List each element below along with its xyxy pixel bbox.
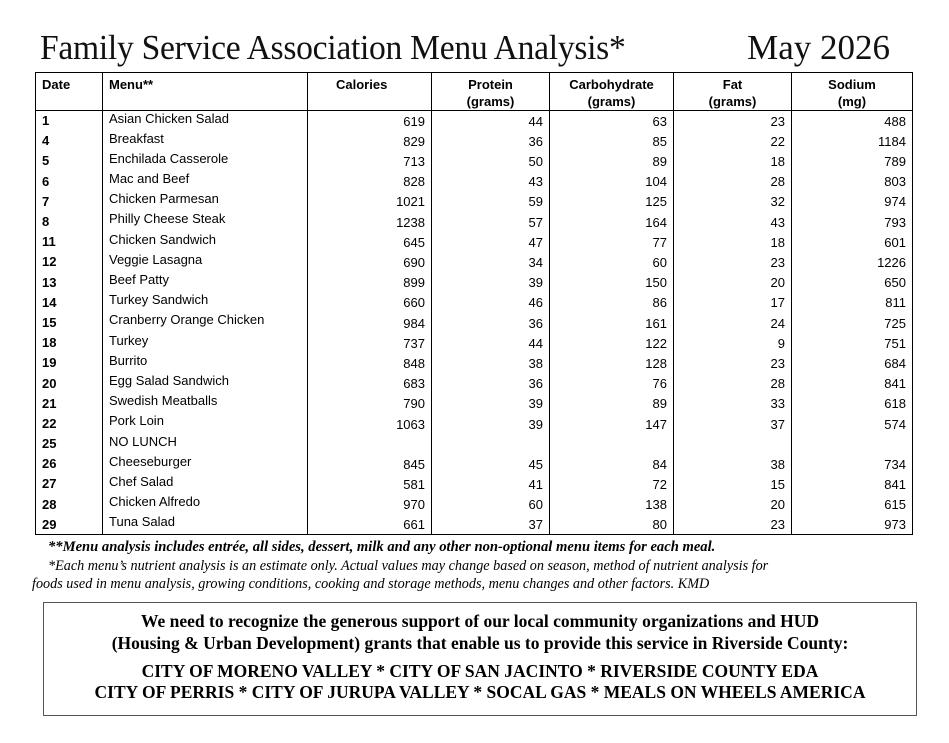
footnote-estimate-continued: foods used in menu analysis, growing conditions, cooking and storage methods, menu changes and other factors. KMD bbox=[32, 576, 710, 592]
cell-date: 8 bbox=[36, 211, 103, 231]
footnotes bbox=[32, 538, 912, 594]
cell-menu-item: Breakfast bbox=[103, 131, 308, 151]
table-row bbox=[36, 272, 913, 292]
table-row bbox=[36, 131, 913, 151]
cell-fat: 18 bbox=[674, 232, 792, 252]
table-row bbox=[36, 494, 913, 514]
column-header-menu: Menu** bbox=[103, 73, 308, 111]
cell-calories: 790 bbox=[308, 393, 432, 413]
cell-date: 18 bbox=[36, 333, 103, 353]
cell-menu-item: Chef Salad bbox=[103, 474, 308, 494]
cell-menu-item: Chicken Sandwich bbox=[103, 232, 308, 252]
cell-carbohydrate: 63 bbox=[550, 111, 674, 131]
cell-calories: 713 bbox=[308, 151, 432, 171]
cell-carbohydrate: 80 bbox=[550, 514, 674, 534]
footnote-estimate: *Each menu’s nutrient analysis is an estimate only. Actual values may change based on season, method of nutrient analysis for bbox=[48, 557, 769, 574]
cell-fat: 28 bbox=[674, 373, 792, 393]
cell-sodium bbox=[792, 434, 913, 454]
cell-fat: 17 bbox=[674, 292, 792, 312]
cell-calories: 828 bbox=[308, 171, 432, 191]
column-header-sodium: Sodium (mg) bbox=[792, 73, 913, 111]
acknowledgement-line-2: (Housing & Urban Development) grants that enable us to provide this service in Riverside County: bbox=[111, 633, 849, 653]
cell-carbohydrate: 161 bbox=[550, 312, 674, 332]
cell-sodium: 974 bbox=[792, 191, 913, 211]
cell-calories: 660 bbox=[308, 292, 432, 312]
cell-sodium: 973 bbox=[792, 514, 913, 534]
cell-fat: 20 bbox=[674, 494, 792, 514]
table-row bbox=[36, 171, 913, 191]
cell-carbohydrate: 89 bbox=[550, 393, 674, 413]
cell-fat: 43 bbox=[674, 211, 792, 231]
cell-sodium: 789 bbox=[792, 151, 913, 171]
cell-date: 12 bbox=[36, 252, 103, 272]
cell-fat: 38 bbox=[674, 454, 792, 474]
cell-fat: 23 bbox=[674, 252, 792, 272]
cell-fat: 22 bbox=[674, 131, 792, 151]
table-row bbox=[36, 312, 913, 332]
cell-carbohydrate: 138 bbox=[550, 494, 674, 514]
cell-carbohydrate: 84 bbox=[550, 454, 674, 474]
table-row bbox=[36, 514, 913, 534]
cell-date: 4 bbox=[36, 131, 103, 151]
table-row bbox=[36, 111, 913, 131]
cell-calories: 683 bbox=[308, 373, 432, 393]
cell-date: 6 bbox=[36, 171, 103, 191]
cell-fat bbox=[674, 434, 792, 454]
cell-carbohydrate: 76 bbox=[550, 373, 674, 393]
cell-carbohydrate: 125 bbox=[550, 191, 674, 211]
table-row bbox=[36, 454, 913, 474]
cell-carbohydrate: 104 bbox=[550, 171, 674, 191]
cell-carbohydrate: 85 bbox=[550, 131, 674, 151]
cell-menu-item: NO LUNCH bbox=[103, 434, 308, 454]
cell-date: 27 bbox=[36, 474, 103, 494]
cell-fat: 18 bbox=[674, 151, 792, 171]
cell-sodium: 793 bbox=[792, 211, 913, 231]
cell-date: 20 bbox=[36, 373, 103, 393]
cell-calories: 1063 bbox=[308, 413, 432, 433]
cell-protein: 44 bbox=[432, 111, 550, 131]
cell-carbohydrate: 147 bbox=[550, 413, 674, 433]
cell-protein: 37 bbox=[432, 514, 550, 534]
cell-calories: 845 bbox=[308, 454, 432, 474]
cell-sodium: 803 bbox=[792, 171, 913, 191]
cell-sodium: 615 bbox=[792, 494, 913, 514]
cell-menu-item: Burrito bbox=[103, 353, 308, 373]
table-row bbox=[36, 434, 913, 454]
cell-calories: 619 bbox=[308, 111, 432, 131]
table-row bbox=[36, 211, 913, 231]
cell-menu-item: Turkey Sandwich bbox=[103, 292, 308, 312]
cell-carbohydrate: 86 bbox=[550, 292, 674, 312]
cell-calories: 829 bbox=[308, 131, 432, 151]
cell-sodium: 601 bbox=[792, 232, 913, 252]
cell-sodium: 811 bbox=[792, 292, 913, 312]
cell-fat: 9 bbox=[674, 333, 792, 353]
cell-sodium: 574 bbox=[792, 413, 913, 433]
column-header-protein: Protein (grams) bbox=[432, 73, 550, 111]
cell-sodium: 650 bbox=[792, 272, 913, 292]
cell-menu-item: Philly Cheese Steak bbox=[103, 211, 308, 231]
cell-protein: 39 bbox=[432, 413, 550, 433]
cell-protein: 45 bbox=[432, 454, 550, 474]
cell-date: 26 bbox=[36, 454, 103, 474]
cell-protein: 43 bbox=[432, 171, 550, 191]
table-row bbox=[36, 393, 913, 413]
cell-protein: 36 bbox=[432, 373, 550, 393]
cell-protein: 44 bbox=[432, 333, 550, 353]
cell-protein: 46 bbox=[432, 292, 550, 312]
cell-carbohydrate: 122 bbox=[550, 333, 674, 353]
cell-protein: 38 bbox=[432, 353, 550, 373]
cell-fat: 23 bbox=[674, 353, 792, 373]
cell-carbohydrate: 72 bbox=[550, 474, 674, 494]
cell-carbohydrate: 150 bbox=[550, 272, 674, 292]
cell-date: 14 bbox=[36, 292, 103, 312]
cell-menu-item: Egg Salad Sandwich bbox=[103, 373, 308, 393]
cell-protein bbox=[432, 434, 550, 454]
cell-menu-item: Veggie Lasagna bbox=[103, 252, 308, 272]
cell-date: 21 bbox=[36, 393, 103, 413]
cell-protein: 39 bbox=[432, 393, 550, 413]
cell-calories: 737 bbox=[308, 333, 432, 353]
cell-calories: 661 bbox=[308, 514, 432, 534]
cell-carbohydrate: 128 bbox=[550, 353, 674, 373]
cell-fat: 24 bbox=[674, 312, 792, 332]
column-header-fat: Fat (grams) bbox=[674, 73, 792, 111]
cell-carbohydrate: 89 bbox=[550, 151, 674, 171]
table-row bbox=[36, 151, 913, 171]
cell-menu-item: Asian Chicken Salad bbox=[103, 111, 308, 131]
sponsor-acknowledgement-box bbox=[43, 602, 917, 716]
cell-fat: 20 bbox=[674, 272, 792, 292]
cell-menu-item: Beef Patty bbox=[103, 272, 308, 292]
table-row bbox=[36, 252, 913, 272]
cell-protein: 41 bbox=[432, 474, 550, 494]
cell-date: 29 bbox=[36, 514, 103, 534]
cell-sodium: 725 bbox=[792, 312, 913, 332]
cell-sodium: 618 bbox=[792, 393, 913, 413]
cell-calories: 984 bbox=[308, 312, 432, 332]
column-header-calories: Calories bbox=[308, 73, 432, 111]
cell-menu-item: Chicken Parmesan bbox=[103, 191, 308, 211]
cell-protein: 59 bbox=[432, 191, 550, 211]
cell-menu-item: Mac and Beef bbox=[103, 171, 308, 191]
cell-calories: 690 bbox=[308, 252, 432, 272]
cell-carbohydrate bbox=[550, 434, 674, 454]
cell-protein: 34 bbox=[432, 252, 550, 272]
cell-menu-item: Enchilada Casserole bbox=[103, 151, 308, 171]
menu-analysis-table bbox=[35, 72, 913, 535]
cell-protein: 47 bbox=[432, 232, 550, 252]
table-row bbox=[36, 373, 913, 393]
cell-menu-item: Turkey bbox=[103, 333, 308, 353]
table-row bbox=[36, 191, 913, 211]
cell-menu-item: Swedish Meatballs bbox=[103, 393, 308, 413]
cell-menu-item: Cheeseburger bbox=[103, 454, 308, 474]
table-row bbox=[36, 292, 913, 312]
cell-protein: 36 bbox=[432, 131, 550, 151]
cell-menu-item: Pork Loin bbox=[103, 413, 308, 433]
cell-sodium: 488 bbox=[792, 111, 913, 131]
cell-protein: 36 bbox=[432, 312, 550, 332]
footnote-menu-contents: **Menu analysis includes entrée, all sides, dessert, milk and any other non-optional menu items for each meal. bbox=[48, 539, 716, 555]
cell-calories bbox=[308, 434, 432, 454]
cell-menu-item: Tuna Salad bbox=[103, 514, 308, 534]
cell-menu-item: Cranberry Orange Chicken bbox=[103, 312, 308, 332]
table-row bbox=[36, 413, 913, 433]
cell-calories: 1238 bbox=[308, 211, 432, 231]
cell-calories: 970 bbox=[308, 494, 432, 514]
menu-month: May 2026 bbox=[747, 28, 890, 67]
cell-sodium: 1184 bbox=[792, 131, 913, 151]
cell-calories: 645 bbox=[308, 232, 432, 252]
cell-sodium: 1226 bbox=[792, 252, 913, 272]
cell-protein: 57 bbox=[432, 211, 550, 231]
page-header bbox=[40, 26, 900, 70]
cell-date: 11 bbox=[36, 232, 103, 252]
cell-date: 22 bbox=[36, 413, 103, 433]
cell-fat: 28 bbox=[674, 171, 792, 191]
table-header-row bbox=[36, 73, 913, 111]
table-row bbox=[36, 232, 913, 252]
cell-calories: 848 bbox=[308, 353, 432, 373]
cell-date: 13 bbox=[36, 272, 103, 292]
cell-protein: 50 bbox=[432, 151, 550, 171]
cell-menu-item: Chicken Alfredo bbox=[103, 494, 308, 514]
cell-carbohydrate: 60 bbox=[550, 252, 674, 272]
cell-date: 28 bbox=[36, 494, 103, 514]
sponsor-list-line-1: CITY OF MORENO VALLEY * CITY OF SAN JACINTO * RIVERSIDE COUNTY EDA bbox=[141, 661, 819, 681]
column-header-date: Date bbox=[36, 73, 103, 111]
cell-fat: 33 bbox=[674, 393, 792, 413]
cell-sodium: 684 bbox=[792, 353, 913, 373]
page-title: Family Service Association Menu Analysis* bbox=[40, 28, 626, 67]
cell-carbohydrate: 164 bbox=[550, 211, 674, 231]
cell-date: 5 bbox=[36, 151, 103, 171]
table-row bbox=[36, 474, 913, 494]
cell-calories: 581 bbox=[308, 474, 432, 494]
cell-date: 15 bbox=[36, 312, 103, 332]
cell-protein: 60 bbox=[432, 494, 550, 514]
cell-fat: 23 bbox=[674, 111, 792, 131]
cell-fat: 23 bbox=[674, 514, 792, 534]
cell-fat: 37 bbox=[674, 413, 792, 433]
cell-sodium: 751 bbox=[792, 333, 913, 353]
cell-carbohydrate: 77 bbox=[550, 232, 674, 252]
cell-date: 1 bbox=[36, 111, 103, 131]
cell-date: 25 bbox=[36, 434, 103, 454]
cell-fat: 32 bbox=[674, 191, 792, 211]
table-row bbox=[36, 333, 913, 353]
cell-sodium: 841 bbox=[792, 373, 913, 393]
cell-date: 19 bbox=[36, 353, 103, 373]
cell-calories: 899 bbox=[308, 272, 432, 292]
table-row bbox=[36, 353, 913, 373]
cell-fat: 15 bbox=[674, 474, 792, 494]
cell-sodium: 841 bbox=[792, 474, 913, 494]
cell-sodium: 734 bbox=[792, 454, 913, 474]
sponsor-list-line-2: CITY OF PERRIS * CITY OF JURUPA VALLEY * SOCAL GAS * MEALS ON WHEELS AMERICA bbox=[94, 682, 866, 702]
cell-date: 7 bbox=[36, 191, 103, 211]
cell-protein: 39 bbox=[432, 272, 550, 292]
column-header-carbohydrate: Carbohydrate (grams) bbox=[550, 73, 674, 111]
cell-calories: 1021 bbox=[308, 191, 432, 211]
acknowledgement-line-1: We need to recognize the generous support of our local community organizations and HUD bbox=[140, 611, 820, 631]
table-body bbox=[36, 111, 913, 535]
